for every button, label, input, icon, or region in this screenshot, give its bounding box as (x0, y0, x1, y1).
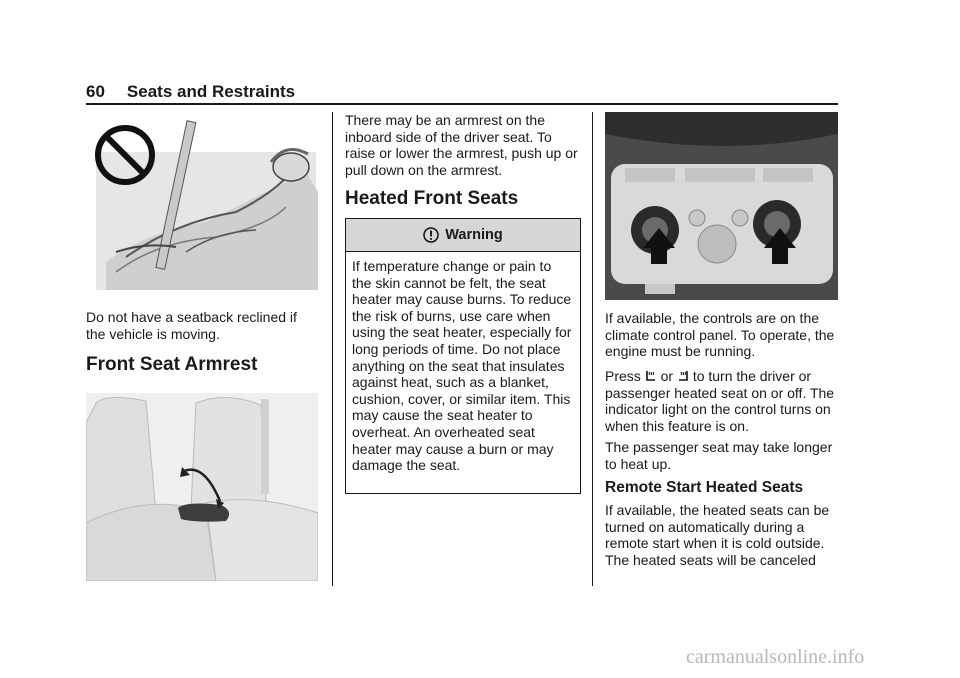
section-title: Seats and Restraints (126, 82, 296, 101)
header-rule (86, 103, 838, 105)
warning-title: Warning (445, 227, 503, 243)
column-divider-left (332, 112, 333, 586)
or-word: or (660, 368, 674, 384)
warning-triangle-icon (423, 227, 439, 243)
warning-box (345, 218, 581, 494)
prohibited-icon (94, 124, 156, 186)
heated-seats-heading: Heated Front Seats (345, 188, 519, 209)
page-header (86, 82, 295, 102)
climate-panel-illustration (605, 112, 838, 300)
press-paragraph (605, 368, 843, 434)
remote-start-text: If available, the heated seats can be turned on automatically during a remote start when it is cold outside. The heated seats will be canceled (605, 502, 830, 568)
press-rest: to turn the driver or passenger heated seat on or off. The indicator light on the control turns on when this feature is on. (605, 368, 835, 434)
reclined-seat-illustration (86, 112, 318, 290)
warning-header (346, 219, 580, 252)
recline-caption: Do not have a seatback reclined if the vehicle is moving. (86, 309, 297, 342)
page-number: 60 (86, 82, 105, 101)
controls-text: If available, the controls are on the climate control panel. To operate, the engine must be running. (605, 310, 835, 360)
column-divider-right (592, 112, 593, 586)
watermark: carmanualsonline.info (686, 646, 865, 668)
heated-seat-driver-icon (645, 370, 657, 384)
armrest-text: There may be an armrest on the inboard side of the driver seat. To raise or lower the armrest, push up or pull down on the armrest. (345, 112, 578, 178)
warning-text: If temperature change or pain to the skin cannot be felt, the seat heater may cause burns. To reduce the risk of burns, use care when using the seat heater, especially for long periods of time. Do not place anything on the seat that insulates against heat, such as a blanket, cushion, cover, or similar item. This may cause the seat heater to overheat. An overheated seat heater may cause a burn or may damage the seat. (352, 258, 572, 474)
press-word: Press (605, 368, 641, 384)
armrest-heading: Front Seat Armrest (86, 354, 258, 375)
heated-seat-passenger-icon (677, 370, 689, 384)
armrest-illustration (86, 393, 318, 581)
remote-start-heading: Remote Start Heated Seats (605, 479, 804, 496)
passenger-text: The passenger seat may take longer to heat up. (605, 439, 833, 472)
